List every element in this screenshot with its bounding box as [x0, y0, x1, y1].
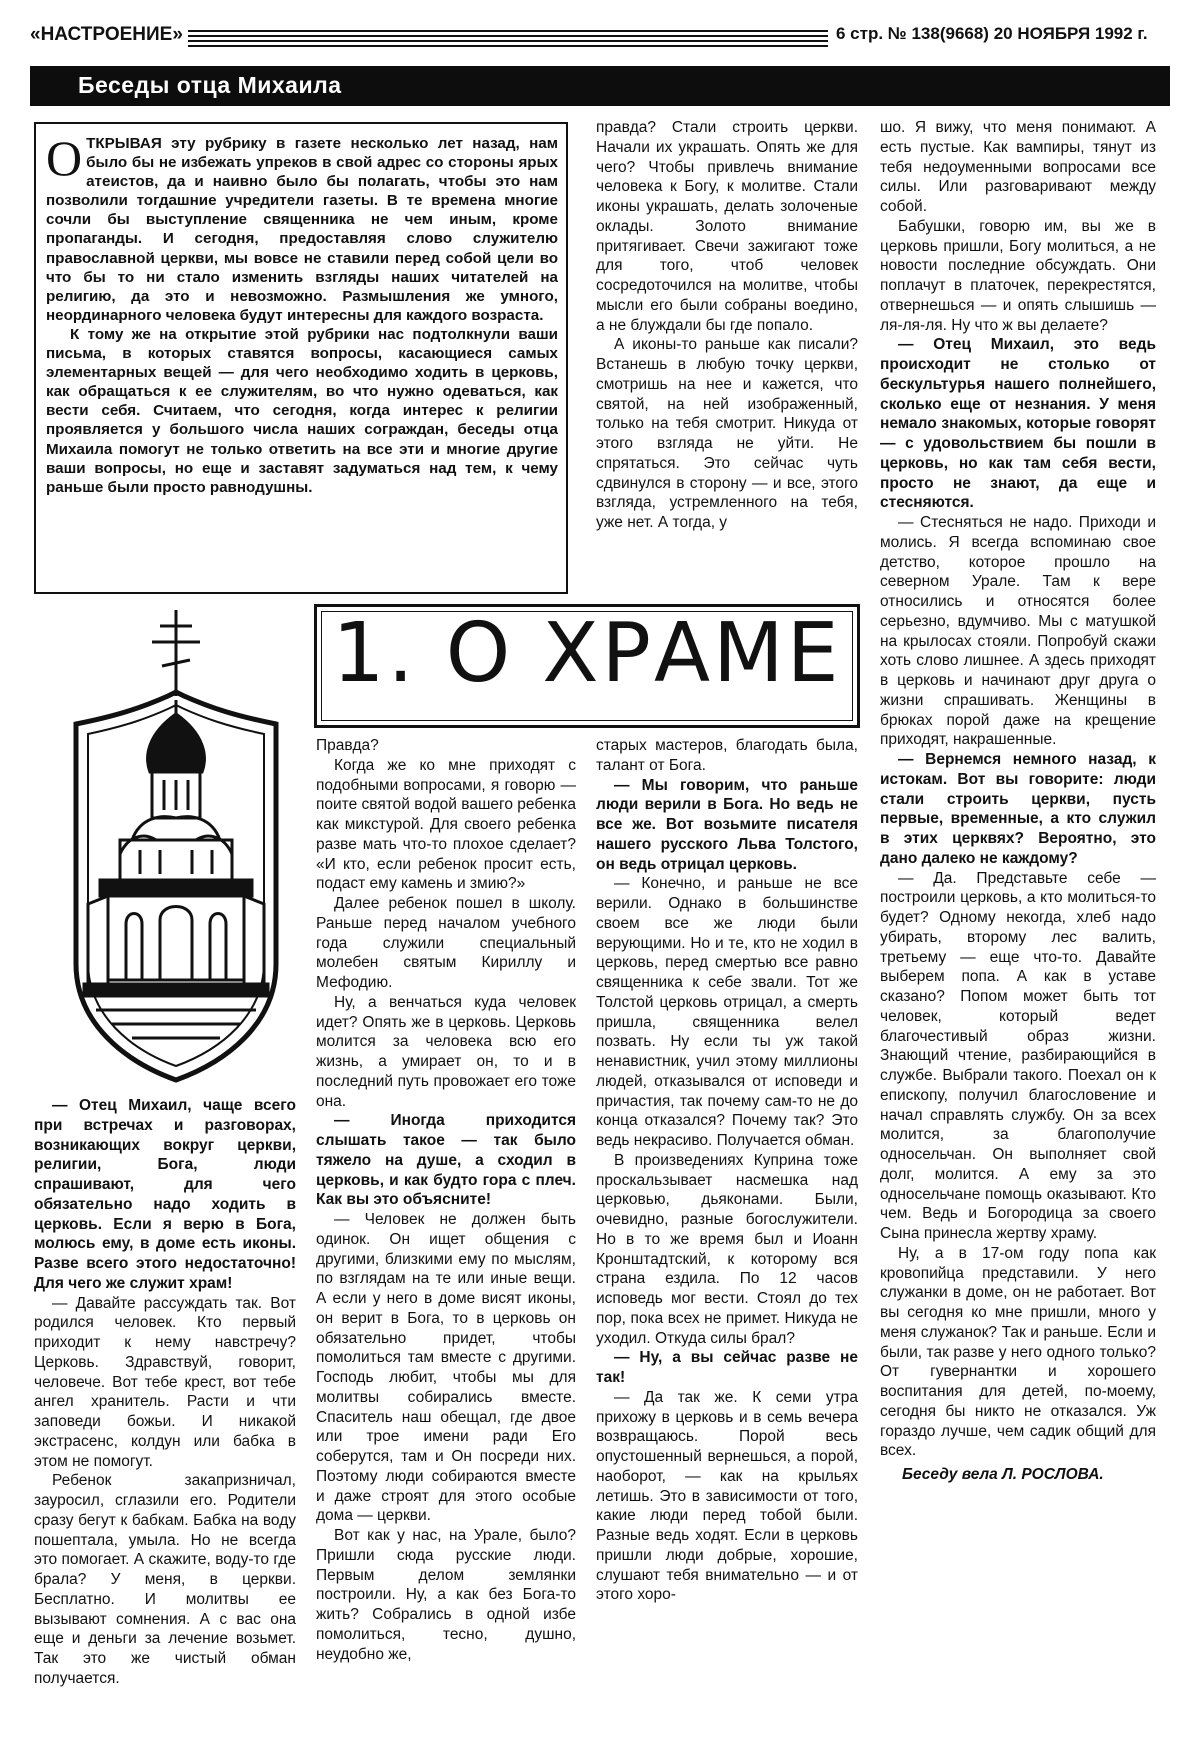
paragraph: — Давайте рассуждать так. Вот родился человек. Кто первый приходит к нему навстречу? Церковь. Здравствуй, говорит, человече. Вот тебе крест, вот тебе ангел хранитель. Расти и чти заповеди божьи. И никакой экстрасенс, колдун или бабка в этом не помогут. [34, 1294, 296, 1470]
question: — Вернемся немного назад, к истокам. Вот вы говорите: люди стали строить церкви, пусть первые, временные, а кто служил в этих церквях? Вероятно, это дано далеко не каждому? [880, 751, 1156, 867]
paragraph: правда? Стали строить церкви. Начали их украшать. Опять же для чего? Чтобы привлечь внимание человека к Богу, к молитве. Стали иконы украшать, делать золоченые оклады. Золото внимание притягивает. Свечи зажигают тоже для того, чтоб человек сосредоточился на молитве, чтобы мысли его были собраны воедино, а не блуждали бы где попало. [596, 119, 858, 334]
intro-paragraph-1 [46, 130, 558, 325]
church-emblem-icon [56, 604, 296, 1084]
paragraph: шо. Я вижу, что меня понимают. А есть пустые. Как вампиры, тянут из тебя недоуменными вопросами все силы. Или разговаривают между собой. [880, 119, 1156, 215]
paragraph: Ну, а венчаться куда человек идет? Опять же в церковь. Церковь молится за человека всю его жизнь, а умирает он, то и в последний путь провожает его тоже она. [316, 993, 576, 1110]
masthead [30, 20, 1170, 54]
drop-cap: О [46, 130, 83, 186]
intro-text [46, 130, 558, 497]
intro-box [34, 122, 568, 594]
question: — Иногда приходится слышать такое — так было тяжело на душе, а сходил в церковь, и как будто гора с плеч. Как вы это объясните! [316, 1112, 576, 1209]
paragraph: Когда же ко мне приходят с подобными вопросами, я говорю — поите святой водой вашего ребенка как микстурой. Для своего ребенка разве мать что-то плохое сделает? «И кто, если ребенок просит есть, подаст ему камень и змию?» [316, 756, 576, 893]
paragraph: Правда? [316, 737, 379, 754]
masthead-rules [188, 30, 828, 50]
headline-box [314, 604, 860, 728]
headline: 1. О ХРАМЕ [332, 606, 842, 701]
paragraph: Бабушки, говорю им, вы же в церковь пришли, Богу молиться, а не новости последние обсуждать. Они поплачут в платочек, перекрестятся, отвернешься — и опять слышишь — ля-ля-ля. Ну что ж вы делаете? [880, 217, 1156, 334]
paragraph: Вот как у нас, на Урале, было? Пришли сюда русские люди. Первым делом землянки построили. Ну, а как без Бога-то жить? Собрались в одной избе помолиться, тесно, душно, неудобно же, [316, 1527, 576, 1663]
rubric-banner [30, 66, 1170, 106]
question: — Отец Михаил, чаще всего при встречах и разговорах, возникающих вокруг церкви, религии, Бога, люди спрашивают, для чего обязательно надо ходить в церковь. Если я верю в Бога, молюсь ему, в доме есть иконы. Разве всего этого недостаточно! Для чего же служит храм! [34, 1097, 296, 1292]
top-column-3 [596, 118, 858, 592]
paragraph: В произведениях Куприна тоже проскальзывает насмешка над церковью, дьяконами. Были, очевидно, разные богослужители. Но в то же время был и Иоанн Кронштадтский, к которому вся страна ездила. По 12 часов исповедь мог вести. Стоял до тех пор, пока всех не примет. Никуда не уходил. Откуда силы брал? [596, 1151, 858, 1347]
paragraph: Ребенок закапризничал, зауросил, сглазили его. Родители сразу бегут к бабкам. Бабка на воду пошептала, умыла. Но не всегда это помогает. А скажите, воду-то где брала? У меня, в церкви. Бесплатно. И молитвы ее вызывают сомнения. А с вас она еще и деньги за лечение возьмет. Так это же чистый обман получается. [34, 1472, 296, 1687]
rubric-title: Беседы отца Михаила [78, 72, 342, 98]
intro-paragraph-2: К тому же на открытие этой рубрики нас подтолкнули ваши письма, в которых ставятся вопросы, касающиеся самых элементарных вещей — для чего необходимо ходить в церковь, как обращаться к ее служителям, во что нужно одеваться, как вести себя. Считаем, что сегодня, когда интерес к религии проявляется у большого числа наших сограждан, беседы отца Михаила помогут не только ответить на все эти и многие другие ваши вопросы, но еще и заставят задуматься над тем, к чему раньше были просто равнодушны. [46, 325, 558, 496]
column-1 [34, 1096, 296, 1738]
paragraph: А иконы-то раньше как писали? Встанешь в любую точку церкви, смотришь на нее и кажется, что святой, на ней изображенный, только на тебя смотрит. Никуда от этого взгляда не уйти. Не спрятаться. Это сейчас чуть сдвинулся в сторону — и все, этого взгляда, устремленного на тебя, уже нет. А тогда, у [596, 336, 858, 531]
byline: Беседу вела Л. РОСЛОВА. [902, 1466, 1104, 1483]
intro-paragraph-1-text: ТКРЫВАЯ эту рубрику в газете несколько лет назад, нам было бы не избежать упреков в свой адрес со стороны ярых атеистов, да и наивно было бы полагать, чтобы это нам позволили тогдашние учредители газеты. В те времена многие сочли бы выступление священника не чем иным, кроме пропаганды. И сегодня, предоставляя слово служителю православной церкви, мы вовсе не ставили перед собой цели во что бы то ни стало изменить взгляды наших читателей на религию, да это и невозможно. Размышления же умного, неординарного человека будут интересны для каждого возраста. [46, 135, 558, 324]
section-name: «НАСТРОЕНИЕ» [30, 24, 183, 45]
paragraph: старых мастеров, благодать была, талант от Бога. [596, 737, 858, 774]
paragraph: Далее ребенок пошел в школу. Раньше перед началом учебного года служили специальный молебен святым Кириллу и Мефодию. [316, 895, 576, 991]
paragraph: — Да. Представьте себе — построили церковь, а кто молиться-то будет? Одному некогда, хлеб надо убирать, второму лес валить, третьему — еще что-то. Давайте выберем попа. А как в уставе сказано? Попом может быть тот человек, который ведет благочестивый образ жизни. Знающий чтение, разбирающийся в службе. Выбрали такого. Поехал он к епископу, получил благословение и начал справлять службу. Он за всех молится, за благополучие односельчан. Он выполняет свой долг, молится. А ему за это односельчане помощь оказывают. Кто чем. Ведь и Богородица за своего Сына принесла жертву храму. [880, 869, 1156, 1242]
paragraph: — Да так же. К семи утра прихожу в церковь и в семь вечера возвращаюсь. Порой весь опустошенный вернешься, а порой, наоборот, — как на крыльях летишь. Это в зависимости от того, какие люди перед тобой были. Разные ведь ходят. Если в церковь пришли люди добрые, хорошие, слушают тебя внимательно — и от этого хоро- [596, 1388, 858, 1604]
paragraph: Ну, а в 17-ом году попа как кровопийца представили. У него служанки в доме, он не работает. Вот вы сегодня ко мне пришли, много у меня служанок? Так и раньше. Если и были, так разве у него одного только? От гувернантки и хорошего воспитания для детей, по-моему, сегодня бы никто не отказался. Уж гораздо лучше, чем садик общий для всех. [880, 1244, 1156, 1460]
column-4 [880, 118, 1156, 1738]
issue-info: 6 стр. № 138(9668) 20 НОЯБРЯ 1992 г. [836, 24, 1148, 43]
paragraph: — Человек не должен быть одинок. Он ищет общения с другими, близкими ему по мыслям, по взглядам на те или иные вещи. А если у него в доме висят иконы, он верит в Бога, то в церковь он обязательно придет, чтобы помолиться там вместе с другими. Господь любит, чтобы мы для молитвы собирались вместе. Спаситель наш обещал, где двое или трое имени ради Его соберутся, там и Он посреди них. Поэтому люди собираются вместе и даже строят для этого особые дома — церкви. [316, 1211, 576, 1525]
paragraph: — Конечно, и раньше не все верили. Однако в большинстве своем все же люди были верующими. Но и те, кто не ходил в церковь, перед смертью все равно священника к себе звали. Тот же Толстой церковь отрицал, а смерть пришла, священника велел позвать. Ну если ты уж такой ненавистник, учил этому миллионы людей, отказывался от исповеди и причастия, так почему сам-то не до конца отказался? Почему так? Это ведь некрасиво. Получается обман. [596, 875, 858, 1149]
question: — Отец Михаил, это ведь происходит не столько от бескультурья нашего полнейшего, сколько еще от незнания. У меня немало знакомых, которые говорят — с удовольствием бы пошли в церковь, но как там себя вести, просто не знают, да еще и стесняются. [880, 336, 1156, 512]
question: — Ну, а вы сейчас разве не так! [596, 1349, 858, 1386]
paragraph: — Стесняться не надо. Приходи и молись. Я всегда вспоминаю свое детство, которое прошло на северном Урале. Там к вере относились и относятся более серьезно, вдумчиво. Мы с матушкой на крылосах стояли. Попробуй скажи хоть слово лишнее. А здесь приходят в церковь и начинают друг друга о жизни спрашивать. Женщины в брюках порой даже на крещение приходят, накрашенные. [880, 514, 1156, 749]
column-2 [316, 736, 576, 1738]
column-3 [596, 736, 858, 1738]
question: — Мы говорим, что раньше люди верили в Бога. Но ведь не все же. Вот возьмите писателя нашего русского Льва Толстого, он ведь отрицал церковь. [596, 776, 858, 873]
